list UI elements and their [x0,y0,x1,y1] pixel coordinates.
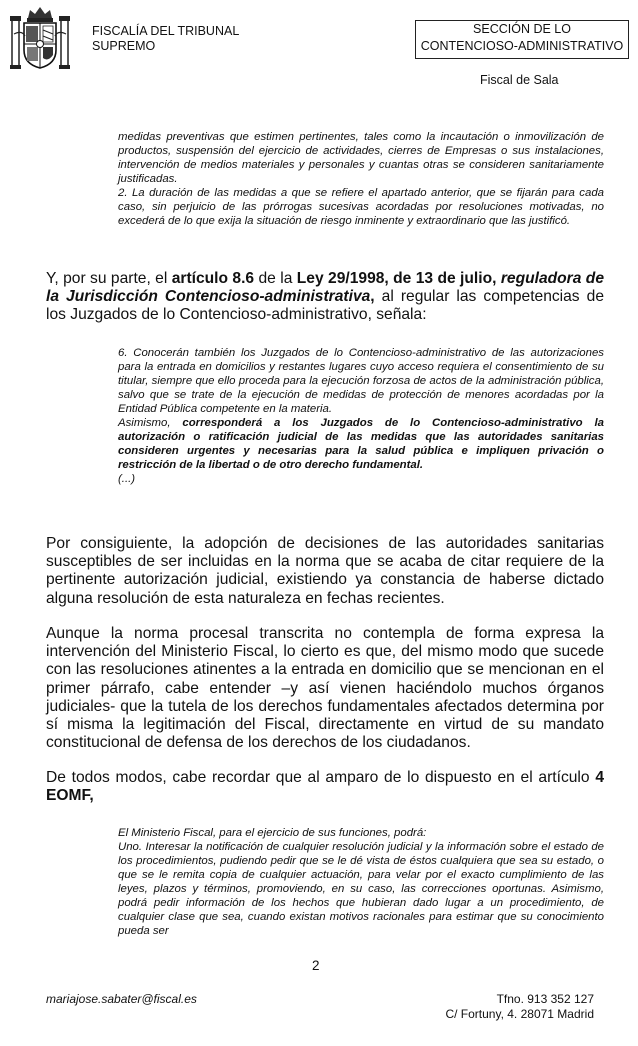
quote-block-3 [118,826,604,938]
quote-1-paragraph-2: 2. La duración de las medidas a que se refiere el apartado anterior, que se fijarán para cada caso, sin perjuicio de las prórrogas sucesivas acordadas por resoluciones motivadas, no excederá de lo que exija la situación de riesgo inminente y extraordinario que las justificó. [118,187,604,227]
quote-3-paragraph-2: Uno. Interesar la notificación de cualquier resolución judicial y la información sobre el estado de los procedimientos, pudiendo pedir que se le dé vista de éstos cualquiera que sea su estado, o que se le remita copia de cualquier actuación, para velar por el exacto cumplimiento de las leyes, plazos y términos, promoviendo, en su caso, las correcciones oportunas. Asimismo, podrá pedir información de los hechos que hubieran dado lugar a un procedimiento, de cualquier clase que sea, cuando existan motivos racionales para estimar que su conocimiento pueda ser [118,841,604,937]
quote-1-paragraph-1: medidas preventivas que estimen pertinentes, tales como la incautación o inmovilización de productos, suspensión del ejercicio de actividades, cierres de Empresas o sus instalaciones, intervención de medios materiales y personales y cuantas otras se consideren sanitariamente justificadas. [118,131,604,185]
para1-comma: , [370,288,375,306]
paragraph-4-text: De todos modos, cabe recordar que al amparo de lo dispuesto en el artículo [46,769,596,786]
quote-2-paragraph-2-start: Asimismo, [118,417,183,429]
paragraph-1 [46,270,604,325]
para1-law-ref: Ley 29/1998, de 13 de julio, [296,270,501,287]
section-line-2: CONTENCIOSO-ADMINISTRATIVO [420,39,624,53]
org-line-2: SUPREMO [92,39,156,53]
paragraph-2-text: Por consiguiente, la adopción de decisiones de las autoridades sanitarias susceptibles de ser incluidas en la norma que se acaba de citar requiere de la pertinente autorización judicial, existiendo ya constancia de haberse dictado alguna resolución de esta naturaleza en fechas recientes. [46,535,604,607]
quote-block-1 [118,130,604,228]
para1-law-title: reguladora de la Jurisdicción Contencioso-administrativa [46,270,605,306]
page-number: 2 [312,958,320,973]
para1-text-3: al regular las competencias de los Juzgados de lo Contencioso-administrativo, señala: [46,288,604,324]
org-line-1: FISCALÍA DEL TRIBUNAL [92,24,240,38]
organization-name [92,24,292,54]
coat-of-arms-logo [8,4,72,74]
footer-contact [428,992,594,1022]
quote-2-ellipsis: (...) [118,473,136,485]
paragraph-4-article-ref: 4 EOMF, [46,769,604,805]
para1-article-ref: artículo 8.6 [171,270,255,287]
quote-2-paragraph-2 [118,416,604,472]
para1-text-1: Y, por su parte, el [46,270,172,287]
section-box [415,20,629,59]
para1-text-2: de la [254,270,297,287]
footer-email: mariajose.sabater@fiscal.es [46,992,197,1006]
quote-block-2 [118,346,604,486]
quote-2-paragraph-2-bold: corresponderá a los Juzgados de lo Contencioso-administrativo la autorización o ratificación judicial de las medidas que las autoridades sanitarias consideren urgentes y necesarias para la salud pública e impliquen privación o restricción de la libertad o de otro derecho fundamental. [118,417,604,471]
paragraph-4 [46,769,604,805]
paragraph-2 [46,535,604,608]
footer-address: C/ Fortuny, 4. 28071 Madrid [445,1007,594,1021]
section-line-1: SECCIÓN DE LO [473,22,571,36]
paragraph-3 [46,625,604,752]
footer-phone: Tfno. 913 352 127 [496,992,594,1006]
paragraph-3-text: Aunque la norma procesal transcrita no contempla de forma expresa la intervención del Ministerio Fiscal, lo cierto es que, del mismo modo que sucede con las resoluciones atinentes a la entrada en domicilio que se mencionan en el primer párrafo, cabe entender –y así vienen haciéndolo muchos órganos judiciales- que la tutela de los derechos fundamentales afectados determina por sí misma la legitimación del Fiscal, directamente en virtud de su mandato constitucional de defensa de los derechos de los ciudadanos. [46,625,604,752]
fiscal-sala-label: Fiscal de Sala [480,73,559,87]
quote-2-paragraph-1: 6. Conocerán también los Juzgados de lo Contencioso-administrativo de las autorizaciones para la entrada en domicilios y restantes lugares cuyo acceso requiera el consentimiento de su titular, siempre que ello proceda para la ejecución forzosa de actos de la administración pública, salvo que se trate de la ejecución de medidas de protección de menores acordadas por la Entidad Pública competente en la materia. [118,347,604,415]
quote-3-paragraph-1: El Ministerio Fiscal, para el ejercicio de sus funciones, podrá: [118,827,427,839]
